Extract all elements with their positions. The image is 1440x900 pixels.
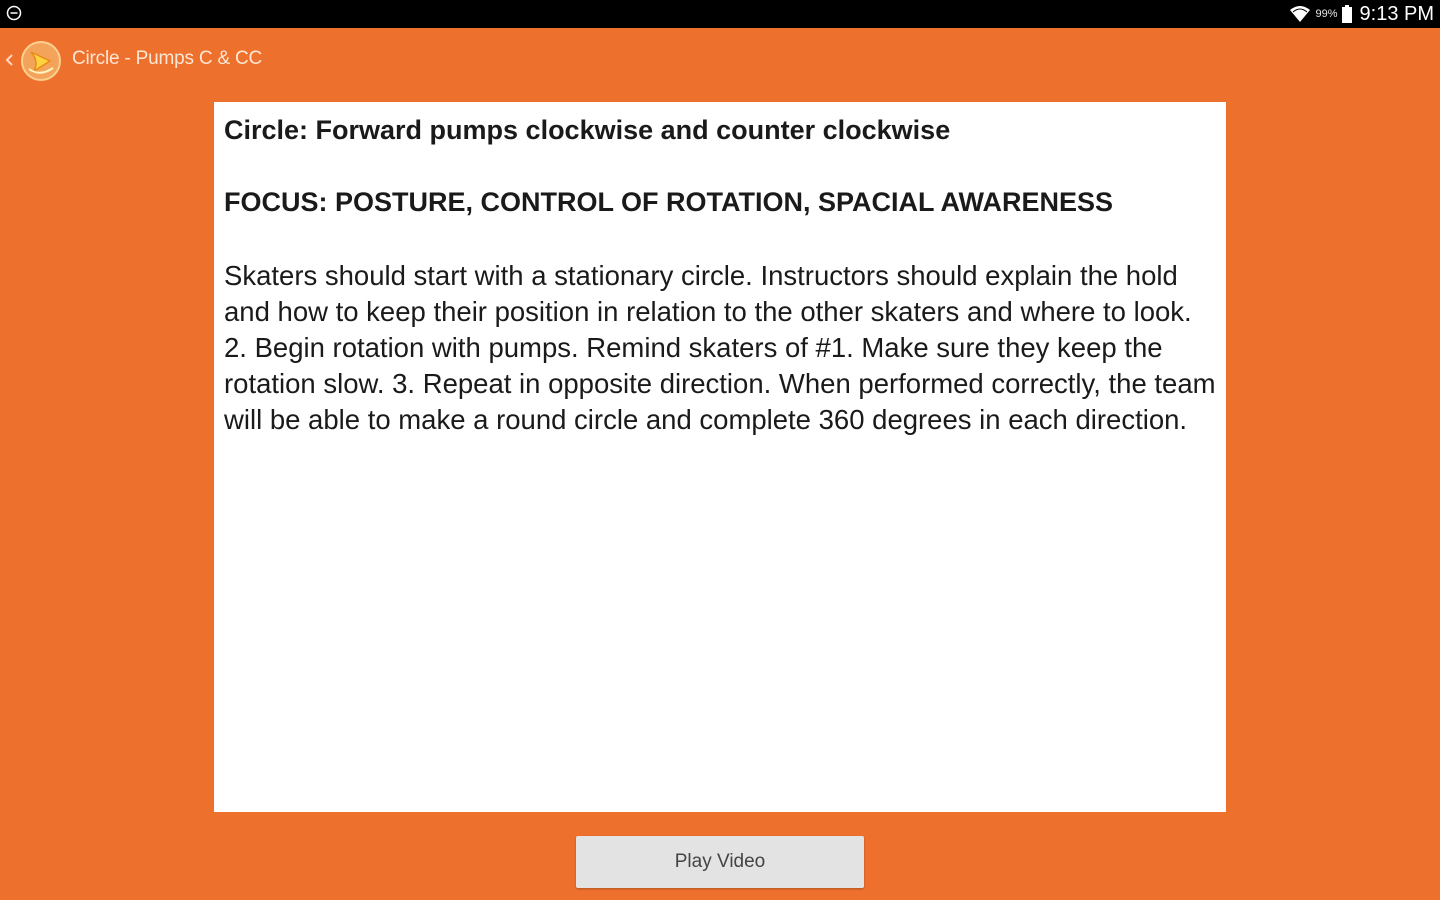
action-bar [0, 28, 1440, 94]
drill-focus: FOCUS: POSTURE, CONTROL OF ROTATION, SPACIAL AWARENESS [224, 187, 1114, 217]
page-title: Circle - Pumps C & CC [72, 48, 263, 69]
status-bar [0, 0, 1440, 28]
notification-circle-icon [6, 5, 22, 21]
chevron-left-icon[interactable] [3, 48, 15, 72]
skate-logo-icon[interactable] [20, 40, 62, 82]
wifi-icon [1289, 5, 1311, 23]
drill-description-card [214, 102, 1226, 812]
status-indicators [1289, 0, 1434, 28]
play-video-button[interactable]: Play Video [576, 836, 864, 888]
battery-icon [1342, 5, 1352, 23]
battery-percentage: 99% [1315, 8, 1338, 20]
status-clock: 9:13 PM [1359, 2, 1434, 25]
drill-description: Skaters should start with a stationary circle. Instructors should explain the hold and how to keep their position in relation to the other skaters and where to look. 2. Begin rotation with pumps. Remind skaters of #1. Make sure they keep the rotation slow. 3. Repeat in opposite direction. When performed correctly, the team will be able to make a round circle and complete 360 degrees in each direction. [224, 260, 1216, 435]
drill-heading: Circle: Forward pumps clockwise and counter clockwise [224, 115, 951, 145]
